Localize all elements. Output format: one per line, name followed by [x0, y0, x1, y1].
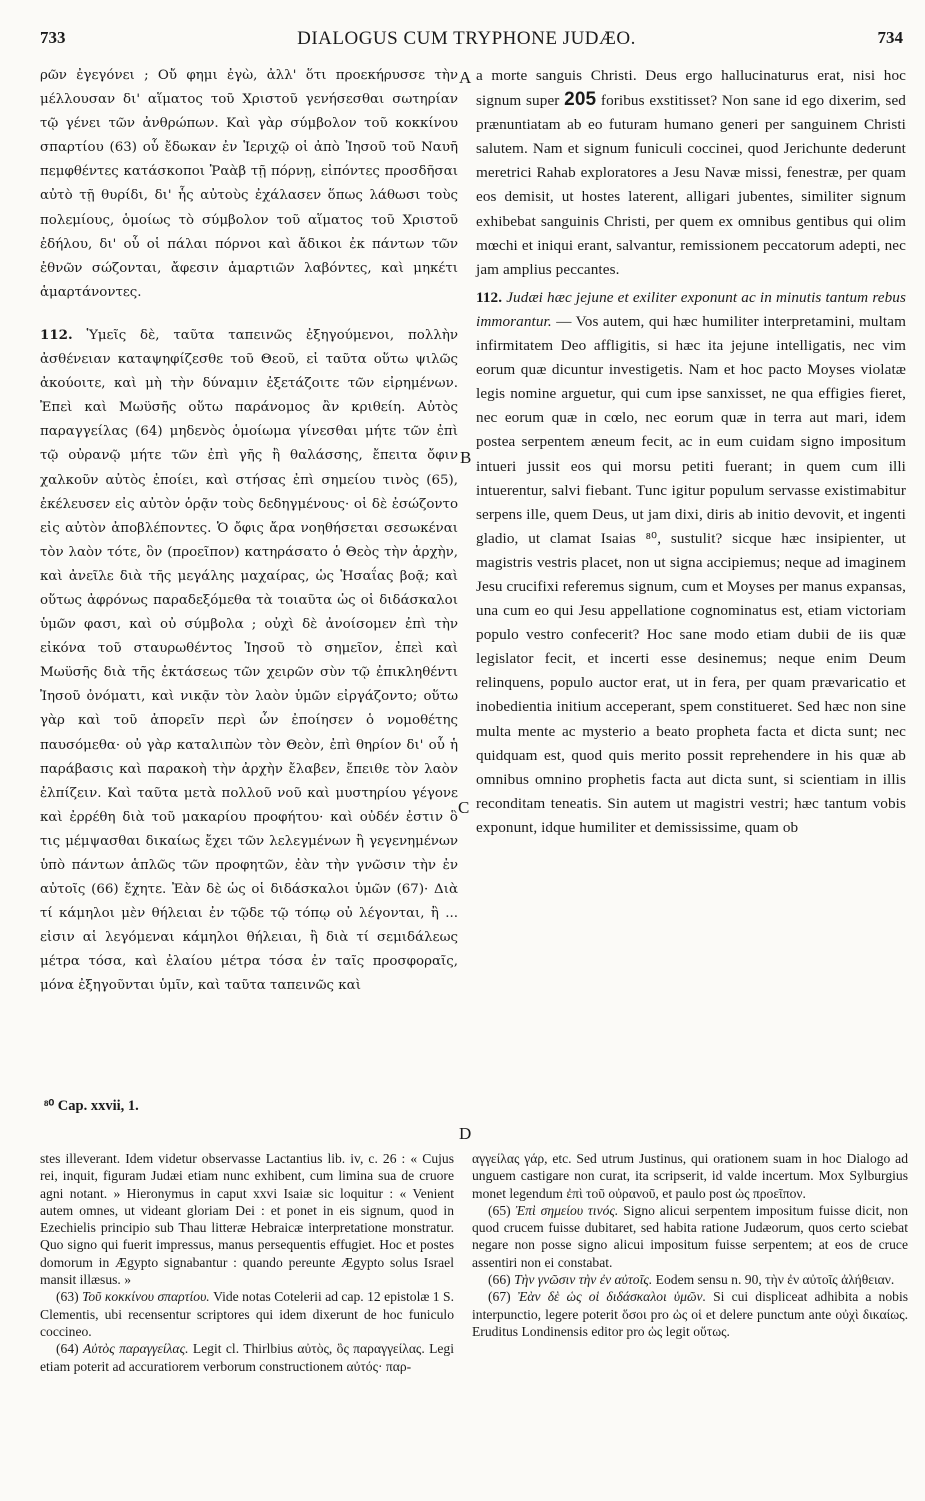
- column-marker-c: C: [458, 798, 470, 817]
- note-64-continuation: αγγείλας γάρ, etc. Sed utrum Justinus, qui orationem suam in hoc Dialogo ad unguem castigare non curat, ita scripserit, id valde incertum. Mox Sylburgius monet legendum ἐπὶ τοῦ οὐρανοῦ, et paulo post ὡς προεῖπον.: [472, 1151, 908, 1201]
- notes-right-column: [472, 1150, 908, 1340]
- running-title: DIALOGUS CUM TRYPHONE JUDÆO.: [297, 28, 636, 49]
- note-66-text: Eodem sensu n. 90, τὴν ἐν αὐτοῖς ἀλήθειαν.: [655, 1272, 895, 1288]
- scripture-footnote: ⁸⁰ Cap. xxvii, 1.: [44, 1098, 139, 1114]
- column-marker-a: A: [459, 68, 472, 87]
- note-63: [40, 1288, 454, 1340]
- note-66-lemma: Τὴν γνῶσιν τὴν ἐν αὐτοῖς.: [514, 1272, 653, 1288]
- greek-text-column: [40, 64, 458, 999]
- note-63-text: Vide notas Cotelerii ad cap. 12 epistolæ 1 S. Clementis, ubi recensentur scriptores qui idem dixerunt de hoc funiculo coccineo.: [40, 1289, 454, 1339]
- margin-page-number: 205: [564, 89, 597, 111]
- note-63-number: (63): [56, 1289, 79, 1305]
- note-66-number: (66): [488, 1272, 511, 1288]
- latin-section-number: 112.: [476, 288, 503, 306]
- page-header: [30, 28, 903, 60]
- greek-paragraph-2: [40, 323, 458, 999]
- note-64-lemma: Αὐτὸς παραγγείλας.: [83, 1341, 189, 1357]
- note-63-lemma: Τοῦ κοκκίνου σπαρτίου.: [82, 1289, 210, 1305]
- note-65-text: Signo alicui serpentem impositum fuisse dicit, non quod crucem fuisse dubitaret, sed habita ratione Judæorum, quos certo sciebat negare non posse signo alicui impositum fuisse serpentem; at eos de cruce assentiri non ei constabat.: [472, 1202, 908, 1270]
- note-67-text: Si cui displiceat adhibita a nobis interpunctio, legere poterit ὅσοι pro ὡς οἱ et delere punctum ante οὐχὶ δικαίως. Eruditus Londinensis editor pro ὡς legit οὕτως.: [472, 1289, 909, 1339]
- note-continuation: stes illeverant. Idem videtur observasse Lactantius lib. iv, c. 26 : « Cujus rei, inquit, figuram Judæi etiam nunc exhibent, cum limina sua de cruore agni notant. » Hieronymus in caput xxvi Isaiæ sic loquitur : « Venient autem omnes, ut videant gloriam Dei : et ponet in eis signum, quod in Ezechielis principio sub Thau litteræ Hebraicæ interpretatione monstratur. Quo signo qui fuerit impressus, manus persequentis effugiet. Hoc et postes domorum in Ægypto signabantur : quando pereunte Ægypto solus Israel mansit illæsus. »: [40, 1151, 454, 1288]
- note-67: [472, 1288, 908, 1340]
- note-65-lemma: Ἐπὶ σημείου τινός.: [515, 1202, 619, 1218]
- note-65: [472, 1202, 908, 1271]
- notes-left-column: [40, 1150, 454, 1375]
- greek-paragraph-1: ρῶν ἐγεγόνει ; Οὔ φημι ἐγὼ, ἀλλ' ὅτι προεκήρυσσε τὴν μέλλουσαν δι' αἵματος τοῦ Χριστοῦ γενήσεσθαι σωτηρίαν τῷ γένει τῶν ἀνθρώπων. Καὶ γὰρ σύμβολον τοῦ κοκκίνου σπαρτίου (63) οὗ ἔδωκαν ἐν Ἱεριχῷ οἱ ἀπὸ Ἰησοῦ τοῦ Ναυῆ πεμφθέντες κατάσκοποι Ῥαὰβ τῇ πόρνῃ, εἰπόντες προσδῆσαι αὐτὸ τῇ θυρίδι, δι' ἧς αὐτοὺς ἐχάλασεν ὅπως λάθωσι τοὺς πολεμίους, ὁμοίως τὸ σύμβολον τοῦ αἵματος τοῦ Χριστοῦ ἐδήλου, δι' οὗ οἱ πάλαι πόρνοι καὶ ἄδικοι ἐκ πάντων τῶν ἐθνῶν σώζονται, ἄφεσιν ἁμαρτιῶν λαβόντες, καὶ μηκέτι ἁμαρτάνοντες.: [40, 68, 458, 300]
- page-number-left: 733: [40, 28, 66, 47]
- latin-text-column: [476, 64, 906, 840]
- greek-section-number: 112.: [40, 326, 73, 343]
- note-64: [40, 1340, 454, 1375]
- latin-paragraph-2-text: — Vos autem, qui hæc humiliter interpretamini, multam infirmitatem Deo affligitis, si hæc ita jejune intelligatis, nec vim eorum quæ dicuntur investigetis. Nam et hoc pacto Moyses violatæ legis nomine arguetur, qui cum ipse sanxisset, ne qua effigies fieret, nec eorum quæ in cœlo, nec eorum quæ in terra aut mari, idem postea serpentem æneum fecit, ac in eum cuidam signo impositum intueri jussit eos qui morsu petiti fuerant; in quem cum illi intuerentur, salvi fiebant. Tunc igitur populum servasse existimabitur serpens ille, quem Deus, ut jam dixi, diris ab initio devovit, et ingenti gladio, ut clamat Isaias ⁸⁰, sustulit? sicque hæc insipienter, ut magistris vestris placet, non ut signa accipiemus; neque ad imaginem Jesu crucifixi referemus signum, cum et Moyses per manus expansas, una cum eo qui Jesu appellatione cognominatus est, etiam victoriam populo vestro confecerit? Hoc sane modo etiam dubii de iis quæ legislator fecit, et incerti esse desinemus; neque enim Deum relinquens, populo auctor erat, ut in fera, per quam prævaricatio et inobedientia initium acceperant, spem constitueret. Sed hæc non sine multa mente ac mysterio a beato propheta facta et dicta sunt; nec quidquam est, quod quis merito possit reprehendere in his quæ ab omnibus omnino prophetis facta aut dicta sunt, si scientiam in illis reconditam teneatis. Sin autem ut magistri vestri; hæc tantum vobis exponunt, idque humiliter et demississime, quam ob: [476, 312, 906, 836]
- latin-paragraph-1-rest: foribus exstitisset? Non sane id ego dixerim, sed prænuntiatam ab eo futuram humano generi per sanguinem Christi salutem. Nam et signum funiculi coccinei, quod Jerichunte dederunt meretrici Rahab exploratores a Jesu Navæ missi, fenestræ, per quam eos demisit, ut hostes laterent, alligari jubentes, similiter signum exhibebat sanguinis Christi, per quem ex omnibus gentibus qui olim mœchi et iniqui erant, salvantur, remissionem peccatorum adepti, nec jam amplius peccantes.: [476, 92, 906, 278]
- page-number-right: 734: [877, 28, 903, 47]
- note-64-number: (64): [56, 1341, 79, 1357]
- note-64-text: Legit cl. Thirlbius αὐτὸς, ὃς παραγγείλας. Legi etiam poterit ad accuratiorem verborum constructionem αὐτός· παρ-: [40, 1341, 454, 1374]
- latin-section-summary: Judæi hæc jejune et exiliter exponunt ac in minutis tantum rebus immorantur.: [476, 288, 907, 330]
- note-66: [472, 1271, 908, 1288]
- note-67-number: (67): [488, 1289, 511, 1305]
- column-marker-b: B: [460, 448, 472, 467]
- column-marker-d: D: [459, 1124, 472, 1143]
- latin-paragraph-2: [476, 286, 906, 840]
- latin-paragraph-1-start: a morte sanguis Christi. Deus ergo hallucinaturus erat, nisi hoc signum super: [476, 67, 906, 110]
- greek-paragraph-2-text: Ὑμεῖς δὲ, ταῦτα ταπεινῶς ἐξηγούμενοι, πολλὴν ἀσθένειαν καταψηφίζεσθε τοῦ Θεοῦ, εἰ ταῦτα οὕτω ψιλῶς ἀκούοιτε, καὶ μὴ τὴν δύναμιν ἐξετάζοιτε τῶν εἰρημένων. Ἐπεὶ καὶ Μωϋσῆς οὕτω παράνομος ἂν κριθείη. Αὐτὸς παραγγείλας (64) μηδενὸς ὁμοίωμα γίνεσθαι μήτε τῶν ἐπὶ τῷ οὐρανῷ μήτε τῶν ἐπὶ γῆς ἢ θαλάσσης, ἔπειτα ὄφιν χαλκοῦν αὐτὸς ἐποίει, καὶ στήσας ἐπὶ σημείου τινὸς (65), ἐκέλευσεν εἰς αὐτὸν ὁρᾷν τοὺς δεδηγμένους· οἱ δὲ ἐσώζοντο εἰς αὐτὸν ἀποβλέποντες. Ὁ ὄφις ἄρα νοηθήσεται σεσωκέναι τὸν λαὸν τότε, ὃν (προεῖπον) κατηράσατο ὁ Θεὸς τὴν ἀρχὴν, καὶ ἀνεῖλε διὰ τῆς μεγάλης μαχαίρας, ὡς Ἡσαΐας βοᾷ; καὶ οὕτως ἀφρόνως παραδεξόμεθα τὰ τοιαῦτα ὡς οἱ διδάσκαλοι ὑμῶν φασι, καὶ οὐ σύμβολα ; οὐχὶ δὲ ἀνοίσομεν ἐπὶ τὴν εἰκόνα τοῦ σταυρωθέντος Ἰησοῦ τὸ σημεῖον, ἐπεὶ καὶ Μωϋσῆς διὰ τῆς ἐκτάσεως τῶν χειρῶν σὺν τῷ ἐπικληθέντι Ἰησοῦ ὀνόματι, καὶ νικᾷν τὸν λαὸν ὑμῶν εἰργάζοντο; οὕτω γὰρ καὶ τοῦ ἀπορεῖν περὶ ὧν ἐποίησεν ὁ νομοθέτης παυσόμεθα· οὐ γὰρ καταλιπὼν τὸν Θεὸν, ἐπὶ θηρίον δι' οὗ ἡ παράβασις καὶ παρακοὴ τὴν ἀρχὴν ἔλαβεν, ἔπειθε τὸν λαὸν ἐλπίζειν. Καὶ ταῦτα μετὰ πολλοῦ νοῦ καὶ μυστηρίου γέγονε καὶ ἐρρέθη διὰ τοῦ μακαρίου προφήτου· καὶ οὐδέν ἐστιν ὃ τις μέμψασθαι δικαίως ἔχει τῶν λελεγμένων ἢ γεγενημένων ὑπὸ πάντων ἁπλῶς τῶν προφητῶν, ἐὰν τὴν γνῶσιν τὴν ἐν αὐτοῖς (66) ἔχητε. Ἐὰν δὲ ὡς οἱ διδάσκαλοι ὑμῶν (67)· Διὰ τί κάμηλοι μὲν θήλειαι ἐν τῷδε τῷ τόπῳ οὐ λέγονται, ἢ ... εἰσιν αἱ λεγόμεναι κάμηλοι θήλειαι, ἢ διὰ τί σεμιδάλεως μέτρα τόσα, καὶ ἐλαίου μέτρα τόσα ἐν ταῖς προσφοραῖς, μόνα ἐξηγοῦνται ὑμῖν, καὶ ταῦτα ταπεινῶς καὶ: [40, 327, 458, 994]
- note-65-number: (65): [488, 1202, 511, 1218]
- note-67-lemma: Ἐὰν δὲ ὡς οἱ διδάσκαλοι ὑμῶν.: [517, 1289, 706, 1305]
- latin-paragraph-1: [476, 64, 906, 282]
